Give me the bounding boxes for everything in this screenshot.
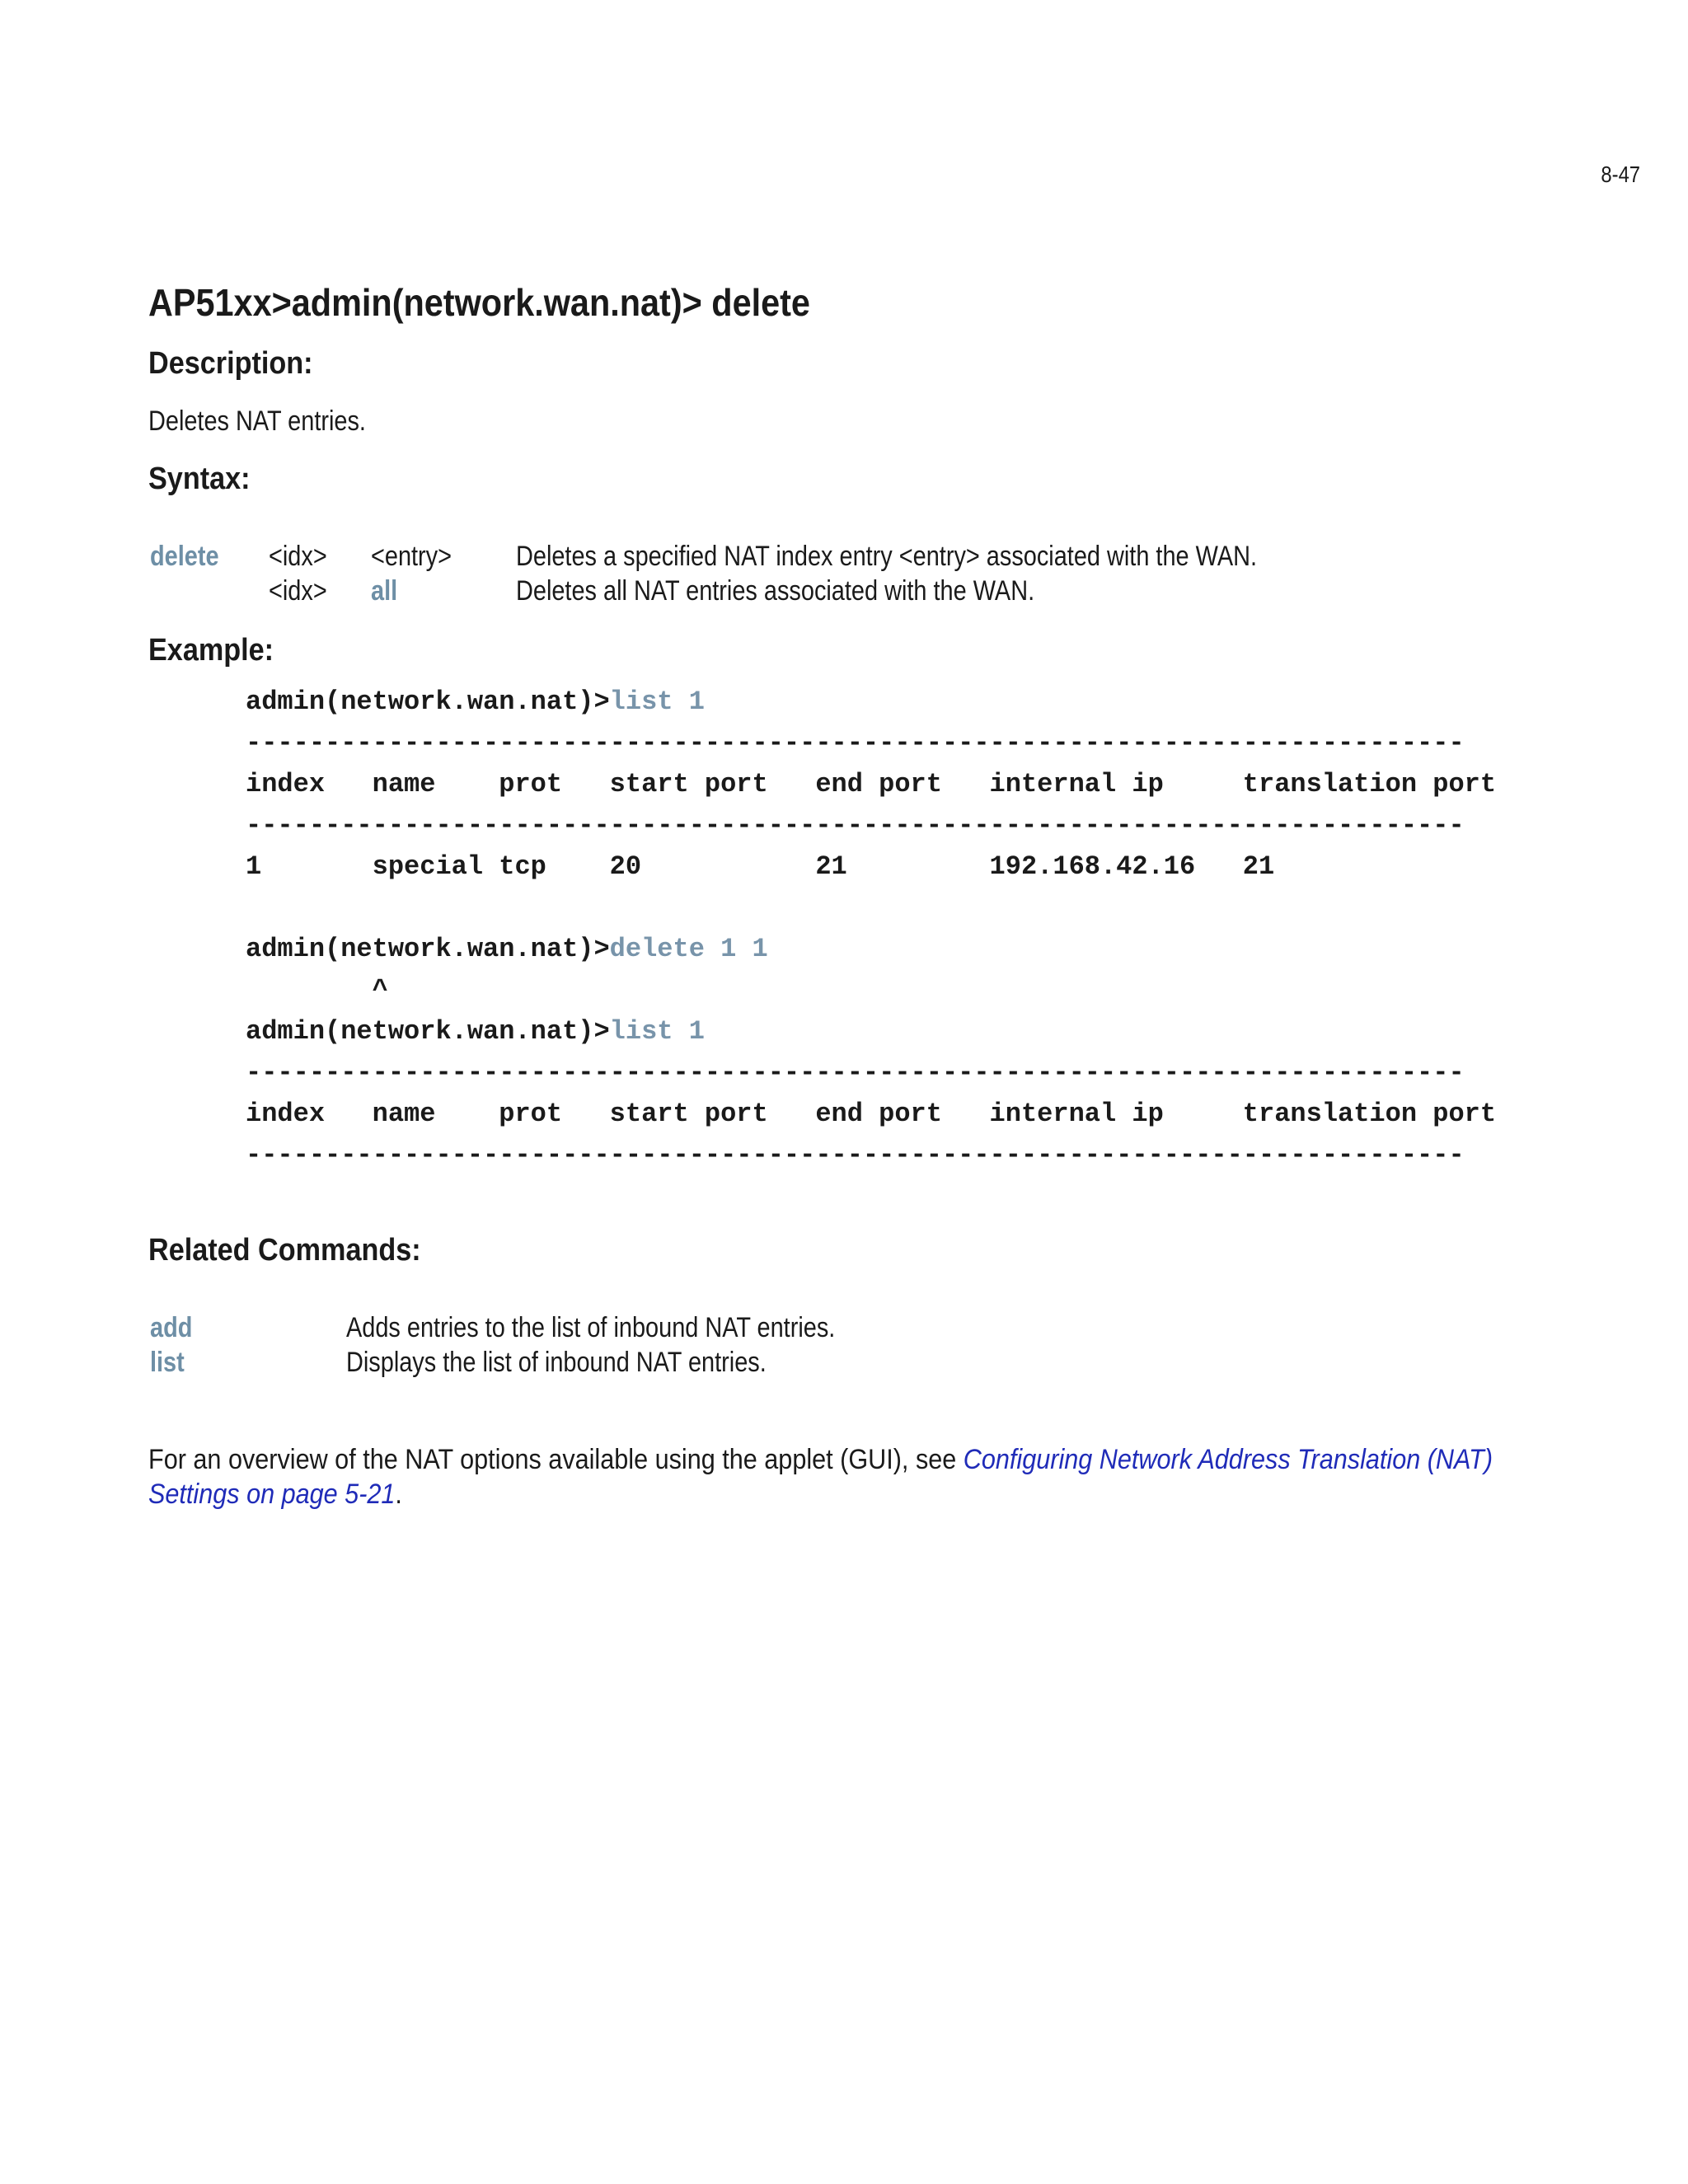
cli-command: list 1: [609, 687, 705, 717]
footer-period: .: [395, 1479, 402, 1510]
related-command-description: Displays the list of inbound NAT entries.: [346, 1347, 767, 1378]
example-line-prompt: [246, 689, 705, 715]
syntax-description: Deletes a specified NAT index entry <entry> associated with the WAN.: [516, 541, 1258, 572]
example-line-prompt: [246, 1016, 705, 1047]
page-number: 8-47: [1601, 162, 1640, 187]
example-caret: ^: [246, 975, 388, 1005]
related-command-description: Adds entries to the list of inbound NAT entries.: [346, 1312, 836, 1343]
cli-prompt: admin(network.wan.nat)>: [246, 687, 610, 717]
syntax-heading: Syntax:: [148, 462, 251, 496]
example-separator: -----------------------------------------------------------------------------: [246, 728, 1465, 758]
example-line-prompt: [246, 936, 768, 963]
syntax-arg-idx: <idx>: [269, 575, 327, 607]
description-text: Deletes NAT entries.: [148, 405, 366, 437]
syntax-description: Deletes all NAT entries associated with the WAN.: [516, 575, 1035, 607]
footer-text: For an overview of the NAT options available using the applet (GUI), see: [148, 1444, 964, 1475]
syntax-arg-idx: <idx>: [269, 541, 327, 572]
example-table-header: index name prot start port end port internal ip translation port: [246, 769, 1497, 799]
footer-paragraph: [148, 1442, 1558, 1511]
example-table-row: 1 special tcp 20 21 192.168.42.16 21: [246, 851, 1275, 882]
syntax-arg-all: all: [371, 575, 398, 607]
example-separator: -----------------------------------------------------------------------------: [246, 810, 1465, 841]
cross-reference-link[interactable]: Configuring Network Address Translation (NAT) Settings on page 5-21: [148, 1444, 1493, 1510]
related-command-name: add: [150, 1312, 193, 1343]
syntax-command: delete: [150, 541, 219, 572]
example-table-header: index name prot start port end port internal ip translation port: [246, 1099, 1497, 1129]
description-heading: Description:: [148, 346, 313, 381]
syntax-arg-entry: <entry>: [371, 541, 452, 572]
example-separator: -----------------------------------------------------------------------------: [246, 1140, 1465, 1170]
cli-prompt: admin(network.wan.nat)>: [246, 1016, 610, 1047]
cli-command: list 1: [609, 1016, 705, 1047]
cli-command: delete 1 1: [609, 934, 768, 964]
cli-prompt: admin(network.wan.nat)>: [246, 934, 610, 964]
example-heading: Example:: [148, 633, 274, 668]
command-title: AP51xx>admin(network.wan.nat)> delete: [148, 281, 810, 324]
related-command-name: list: [150, 1347, 185, 1378]
related-commands-heading: Related Commands:: [148, 1233, 421, 1268]
example-separator: -----------------------------------------------------------------------------: [246, 1057, 1465, 1088]
